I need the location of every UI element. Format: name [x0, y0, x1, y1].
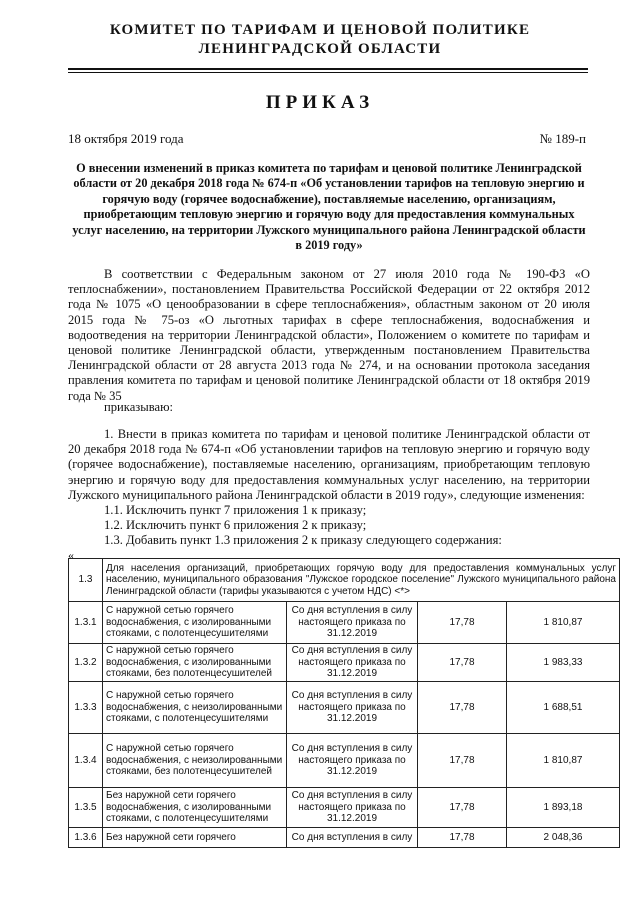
table-cell-period: Со дня вступления в силу — [287, 828, 418, 848]
table-cell-value-1: 17,78 — [418, 734, 507, 788]
table-cell-num: 1.3.3 — [69, 682, 103, 734]
table-cell-desc: Без наружной сети горячего — [103, 828, 287, 848]
table-cell-value-1: 17,78 — [418, 602, 507, 644]
table-cell-desc: С наружной сетью горячего водоснабжения, с изолированными стояками, без полотенцесушителей — [103, 644, 287, 682]
table-row — [69, 734, 620, 788]
table-cell-value-2: 1 893,18 — [507, 788, 620, 828]
table-cell-num: 1.3.6 — [69, 828, 103, 848]
table-cell-period: Со дня вступления в силу настоящего приказа по 31.12.2019 — [287, 734, 418, 788]
document-subject: О внесении изменений в приказ комитета по тарифам и ценовой политике Ленинградской области от 20 декабря 2018 года № 674-п «Об установлении тарифов на тепловую энергию и горячую воду (горячее водоснабжение), поставляемые населению, организациям, приобретающим тепловую энергию и горячую воду для предоставления коммунальных услуг населению, на территории Лужского муниципального района Ленинградской области в 2019 году» — [72, 161, 586, 253]
table-cell-num: 1.3 — [69, 559, 103, 602]
table-cell-value-2: 1 810,87 — [507, 734, 620, 788]
document-date: 18 октября 2019 года — [68, 131, 184, 146]
table-cell-desc: С наружной сетью горячего водоснабжения, с неизолированными стояками, без полотенцесушителей — [103, 734, 287, 788]
table-row — [69, 602, 620, 644]
table-cell-desc: Без наружной сети горячего водоснабжения, с изолированными стояками, с полотенцесушителями — [103, 788, 287, 828]
point-1-paragraph — [68, 427, 590, 503]
subpoint-1-2: 1.2. Исключить пункт 6 приложения 2 к приказу; — [104, 518, 367, 532]
table-cell-value-1: 17,78 — [418, 828, 507, 848]
tariff-table — [68, 558, 620, 848]
committee-name-line2: ЛЕНИНГРАДСКОЙ ОБЛАСТИ — [198, 41, 442, 57]
opening-quote-mark: « — [68, 548, 74, 562]
table-cell-value-2: 2 048,36 — [507, 828, 620, 848]
table-cell-period: Со дня вступления в силу настоящего приказа по 31.12.2019 — [287, 682, 418, 734]
table-cell-value-1: 17,78 — [418, 682, 507, 734]
header-divider-thick — [68, 68, 588, 70]
order-word: приказываю: — [104, 400, 174, 414]
table-cell-period: Со дня вступления в силу настоящего приказа по 31.12.2019 — [287, 644, 418, 682]
header-divider-thin — [68, 72, 588, 73]
table-cell-desc: С наружной сетью горячего водоснабжения, с неизолированными стояками, с полотенцесушителями — [103, 682, 287, 734]
committee-name-line1: КОМИТЕТ ПО ТАРИФАМ И ЦЕНОВОЙ ПОЛИТИКЕ — [109, 22, 531, 38]
table-cell-value-2: 1 983,33 — [507, 644, 620, 682]
preamble-paragraph — [68, 267, 590, 404]
point-1-text: 1. Внести в приказ комитета по тарифам и ценовой политике Ленинградской области от 20 декабря 2018 года № 674-п «Об установлении тарифов на тепловую энергию и горячую воду (горячее водоснабжение), поставляемые населению, организациям, приобретающим тепловую энергию и горячую воду для предоставления коммунальных услуг населению, на территории Лужского муниципального района Ленинградской области в 2019 году», следующие изменения: — [68, 427, 590, 502]
table-row — [69, 682, 620, 734]
table-cell-period: Со дня вступления в силу настоящего приказа по 31.12.2019 — [287, 602, 418, 644]
table-header-row — [69, 559, 620, 602]
table-cell-num: 1.3.2 — [69, 644, 103, 682]
table-row — [69, 644, 620, 682]
table-row — [69, 788, 620, 828]
subpoint-1-3: 1.3. Добавить пункт 1.3 приложения 2 к приказу следующего содержания: — [104, 533, 502, 547]
table-cell-value-2: 1 810,87 — [507, 602, 620, 644]
document-title: ПРИКАЗ — [265, 92, 375, 113]
table-cell-num: 1.3.1 — [69, 602, 103, 644]
table-cell-value-2: 1 688,51 — [507, 682, 620, 734]
subpoint-1-1: 1.1. Исключить пункт 7 приложения 1 к приказу; — [104, 503, 367, 517]
table-cell-value-1: 17,78 — [418, 644, 507, 682]
table-header-desc: Для населения организаций, приобретающих горячую воду для предоставления коммунальных услуг населению, муниципального образования "Лужское городское поселение" Лужского муниципального района Ленинградской области (тарифы указываются с учетом НДС) <*> — [103, 559, 620, 602]
table-cell-num: 1.3.5 — [69, 788, 103, 828]
preamble-text: В соответствии с Федеральным законом от 27 июля 2010 года № 190-ФЗ «О теплоснабжении», постановлением Правительства Российской Федерации от 22 октября 2012 года № 1075 «О ценообразовании в сфере теплоснабжения», областным законом от 20 июля 2015 года № 75-оз «О льготных тарифах в сфере теплоснабжения, водоснабжения и водоотведения на территории Ленинградской области», Положением о комитете по тарифам и ценовой политике Ленинградской области, утвержденным постановлением Правительства Ленинградской области от 28 августа 2013 года № 274, и на основании протокола заседания правления комитета по тарифам и ценовой политике Ленинградской области от 18 октября 2019 года № 35 — [68, 267, 590, 403]
table-cell-period: Со дня вступления в силу настоящего приказа по 31.12.2019 — [287, 788, 418, 828]
document-number: № 189-п — [539, 131, 586, 146]
table-row — [69, 828, 620, 848]
table-cell-num: 1.3.4 — [69, 734, 103, 788]
table-cell-value-1: 17,78 — [418, 788, 507, 828]
table-cell-desc: С наружной сетью горячего водоснабжения, с изолированными стояками, с полотенцесушителями — [103, 602, 287, 644]
